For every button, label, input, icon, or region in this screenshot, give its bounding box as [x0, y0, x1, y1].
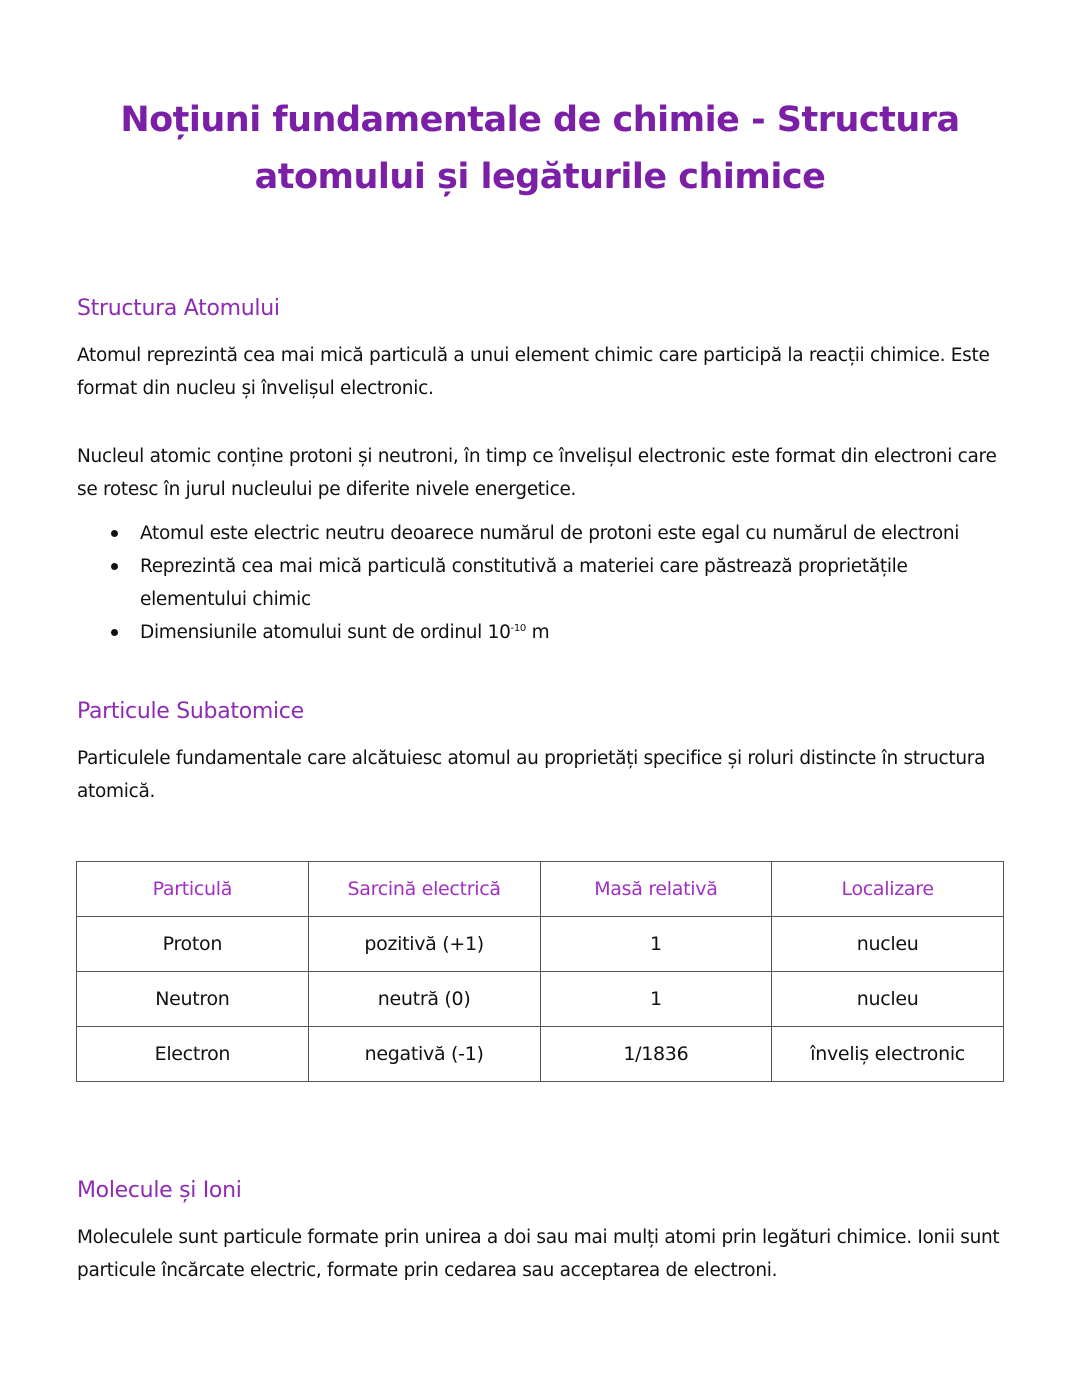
bullet-item	[77, 550, 977, 616]
page-title: Noțiuni fundamentale de chimie - Structura atomului și legăturile chimice	[120, 100, 960, 197]
bullet-item	[77, 517, 977, 550]
table-header-row	[77, 862, 1004, 917]
table-cell: Neutron	[77, 972, 309, 1027]
bullet-text: Reprezintă cea mai mică particulă constitutivă a materiei care păstrează proprietățile elementului chimic	[140, 556, 908, 610]
section-heading-molecule: Molecule și Ioni	[77, 1178, 242, 1203]
bullet-dot-icon	[111, 530, 118, 537]
table-header-cell: Particulă	[77, 862, 309, 917]
paragraph-particule: Particulele fundamentale care alcătuiesc atomul au proprietăți specifice și roluri distincte în structura atomică.	[77, 748, 986, 802]
table-cell: nucleu	[772, 917, 1004, 972]
table-cell: 1	[540, 972, 772, 1027]
table-row	[77, 917, 1004, 972]
section-heading-particule: Particule Subatomice	[77, 699, 304, 724]
table-cell: negativă (-1)	[308, 1027, 540, 1082]
table-header-cell: Sarcină electrică	[308, 862, 540, 917]
table-cell: înveliș electronic	[772, 1027, 1004, 1082]
bullet-text-exponent: -10	[510, 622, 526, 634]
bullet-dot-icon	[111, 563, 118, 570]
table-header-cell: Localizare	[772, 862, 1004, 917]
table-cell: neutră (0)	[308, 972, 540, 1027]
table-cell: Electron	[77, 1027, 309, 1082]
bullet-list-atom	[77, 517, 977, 649]
paragraph-molecule: Moleculele sunt particule formate prin unirea a doi sau mai mulți atomi prin legături chimice. Ionii sunt particule încărcate electric, formate prin cedarea sau acceptarea de electroni.	[77, 1227, 1000, 1281]
table-cell: Proton	[77, 917, 309, 972]
particle-table	[76, 861, 1004, 1082]
bullet-dot-icon	[111, 629, 118, 636]
table-header-cell: Masă relativă	[540, 862, 772, 917]
section-heading-structura: Structura Atomului	[77, 296, 280, 321]
bullet-text-prefix: Dimensiunile atomului sunt de ordinul 10	[140, 622, 511, 643]
bullet-text-suffix: m	[526, 622, 550, 643]
paragraph-nucleus: Nucleul atomic conține protoni și neutroni, în timp ce învelișul electronic este format din electroni care se rotesc în jurul nucleului pe diferite nivele energetice.	[77, 446, 997, 500]
particle-table-container	[76, 861, 1004, 1082]
bullet-text: Atomul este electric neutru deoarece numărul de protoni este egal cu numărul de electroni	[140, 523, 960, 544]
paragraph-atom-definition: Atomul reprezintă cea mai mică particulă a unui element chimic care participă la reacții chimice. Este format din nucleu și învelișul electronic.	[77, 345, 990, 399]
table-row	[77, 972, 1004, 1027]
table-row	[77, 1027, 1004, 1082]
table-cell: 1/1836	[540, 1027, 772, 1082]
table-cell: pozitivă (+1)	[308, 917, 540, 972]
bullet-item	[77, 616, 977, 649]
table-cell: nucleu	[772, 972, 1004, 1027]
table-cell: 1	[540, 917, 772, 972]
